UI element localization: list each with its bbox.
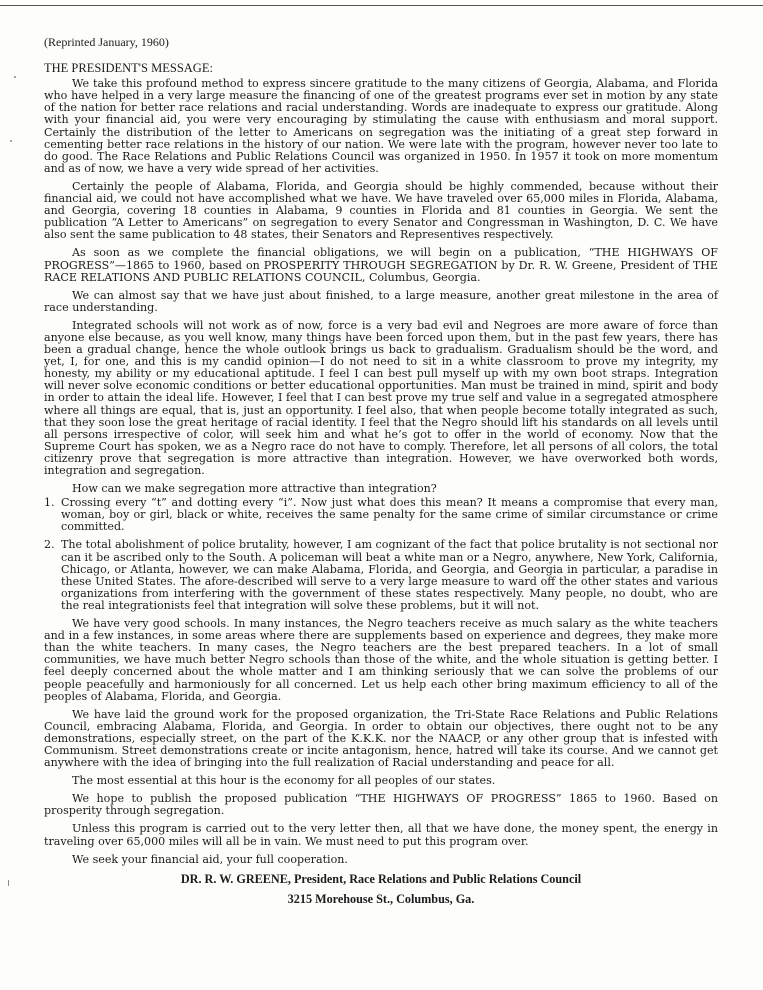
paragraph: We hope to publish the proposed publication “THE HIGHWAYS OF PROGRESS” 1865 to 1960. Based on prosperity through segregation. (44, 792, 718, 818)
paragraph: We seek your financial aid, your full cooperation. (72, 852, 348, 866)
paragraph: Unless this program is carried out to the very letter then, all that we have done, the money spent, the energy in traveling over 65,000 miles will all be in vain. We must need to put this program over. (44, 822, 718, 848)
numbered-list (44, 497, 718, 612)
reprint-note: (Reprinted January, 1960) (44, 35, 169, 49)
paragraph: The most essential at this hour is the economy for all peoples of our states. (72, 774, 496, 788)
paragraph: Integrated schools will not work as of now, force is a very bad evil and Negroes are more aware of force than anyone else because, as you well know, many things have been forced upon them, but in the past few years, there has been a gradual change, hence the whole outlook brings us back to gradualism. Gradualism should be the word, and yet, I, for one, and this is my candid opinion—I do not need to sit in a white classroom to prove my integrity, my honesty, my ability or my educational aptitude. I feel I can best pull myself up with my own boot straps. Integration will never solve economic conditions or better educational opportunities. Man must be trained in mind, spirit and body in order to attain the ideal life. However, I feel that I can best prove my true self and value in a segregated atmosphere where all things are equal, that is, just an opportunity. I feel also, that when people become totally integrated as such, that they soon lose the great heritage of racial identity. I feel that the Negro should lift his standards on all levels until all persons irrespective of color, will seek him and what he’s got to offer in the world of economy. Now that the Supreme Court has spoken, we as a Negro race do not have to comply. Therefore, let all persons of all colors, the total citizenry prove that segregation is more attractive than integration. However, we have overworked both words, integration and segregation. (44, 318, 718, 477)
paragraph: Certainly the people of Alabama, Florida, and Georgia should be highly commended, because without their financial aid, we could not have accomplished what we have. We have traveled over 65,000 miles in Florida, Alabama, and Georgia, covering 18 counties in Alabama, 9 counties in Florida and 81 counties in Georgia. We sent the publication “A Letter to Americans” on segregation to every Senator and Congressman in Washington, D. C. We have also sent the same publication to 48 states, their Senators and Representives respectively. (44, 179, 718, 242)
signature-block (44, 872, 718, 906)
top-rule (0, 5, 763, 6)
signature-name: DR. R. W. GREENE, President, Race Relations and Public Relations Council (180, 871, 582, 886)
paragraph: We can almost say that we have just about finished, to a large measure, another great milestone in the area of race understanding. (44, 288, 718, 314)
list-item (44, 497, 718, 533)
paragraph: We take this profound method to express sincere gratitude to the many citizens of Georgia, Alabama, and Florida who have helped in a very large measure the financing of one of the greatest programs ever set in motion by any state of the nation for better race relations and racial understanding. Words are inadequate to express our gratitude. Along with your financial aid, you were very encouraging by stimulating the cause with enthusiasm and moral support. Certainly the distribution of the letter to Americans on segregation was the initiating of a great step forward in cementing better race relations in the history of our nation. We were late with the program, however never too late to do good. The Race Relations and Public Relations Council was organized in 1950. In 1957 it took on more momentum and as of now, we have a very wide spread of her activities. (44, 77, 718, 175)
margin-speck (10, 140, 12, 142)
list-number: 2. (44, 538, 55, 552)
list-text: Crossing every “t” and dotting every “i”. Now just what does this mean? It means a compromise that every man, woman, boy or girl, black or white, receives the same penalty for the same crime of similar circumstance or crime committed. (61, 496, 718, 534)
document-page (44, 36, 718, 912)
margin-speck (14, 76, 16, 78)
paragraph: We have very good schools. In many instances, the Negro teachers receive as much salary as the white teachers and in a few instances, in some areas where there are supplements based on experience and degrees, they make more than the white teachers. In many cases, the Negro teachers are the best prepared teachers. In a lot of small communities, we have much better Negro schools than those of the white, and the whole situation is getting better. I feel deeply concerned about the whole matter and I am thinking seriously that we can solve the problems of our people peacefully and harmoniously for all concerned. Let us help each other bring maximum efficiency to all of the peoples of Alabama, Florida, and Georgia. (44, 617, 718, 703)
page-title: THE PRESIDENT'S MESSAGE: (44, 61, 213, 76)
margin-speck (8, 880, 9, 886)
list-number: 1. (44, 496, 55, 510)
list-text: The total abolishment of police brutality, however, I am cognizant of the fact that police brutality is not sectional nor can it be ascribed only to the South. A policeman will beat a white man or a Negro, anywhere, New York, California, Chicago, or Atlanta, however, we can make Alabama, Florida, and Georgia, and Georgia in particular, a paradise in these United States. The afore-described will serve to a very large measure to ward off the other states and various organizations from interfering with the government of these states respectively. Many people, no doubt, who are the real integrationists feel that integration will solve these problems, but it will not. (61, 538, 718, 612)
signature-address: 3215 Morehouse St., Columbus, Ga. (287, 891, 475, 906)
paragraph: As soon as we complete the financial obligations, we will begin on a publication, “THE HIGHWAYS OF PROGRESS”—1865 to 1960, based on PROSPERITY THROUGH SEGREGATION by Dr. R. W. Greene, President of THE RACE RELATIONS AND PUBLIC RELATIONS COUNCIL, Columbus, Georgia. (44, 246, 718, 284)
paragraph: We have laid the ground work for the proposed organization, the Tri-State Race Relations and Public Relations Council, embracing Alabama, Florida, and Georgia. In order to obtain our objectives, there ought not to be any demonstrations, especially street, on the part of the K.K.K. nor the NAACP, or any other group that is infested with Communism. Street demonstrations create or incite antagonism, hence, hatred will take its course. And we cannot get anywhere with the idea of bringing into the full realization of Racial understanding and peace for all. (44, 707, 718, 770)
question: How can we make segregation more attractive than integration? (72, 482, 437, 496)
list-item (44, 539, 718, 612)
